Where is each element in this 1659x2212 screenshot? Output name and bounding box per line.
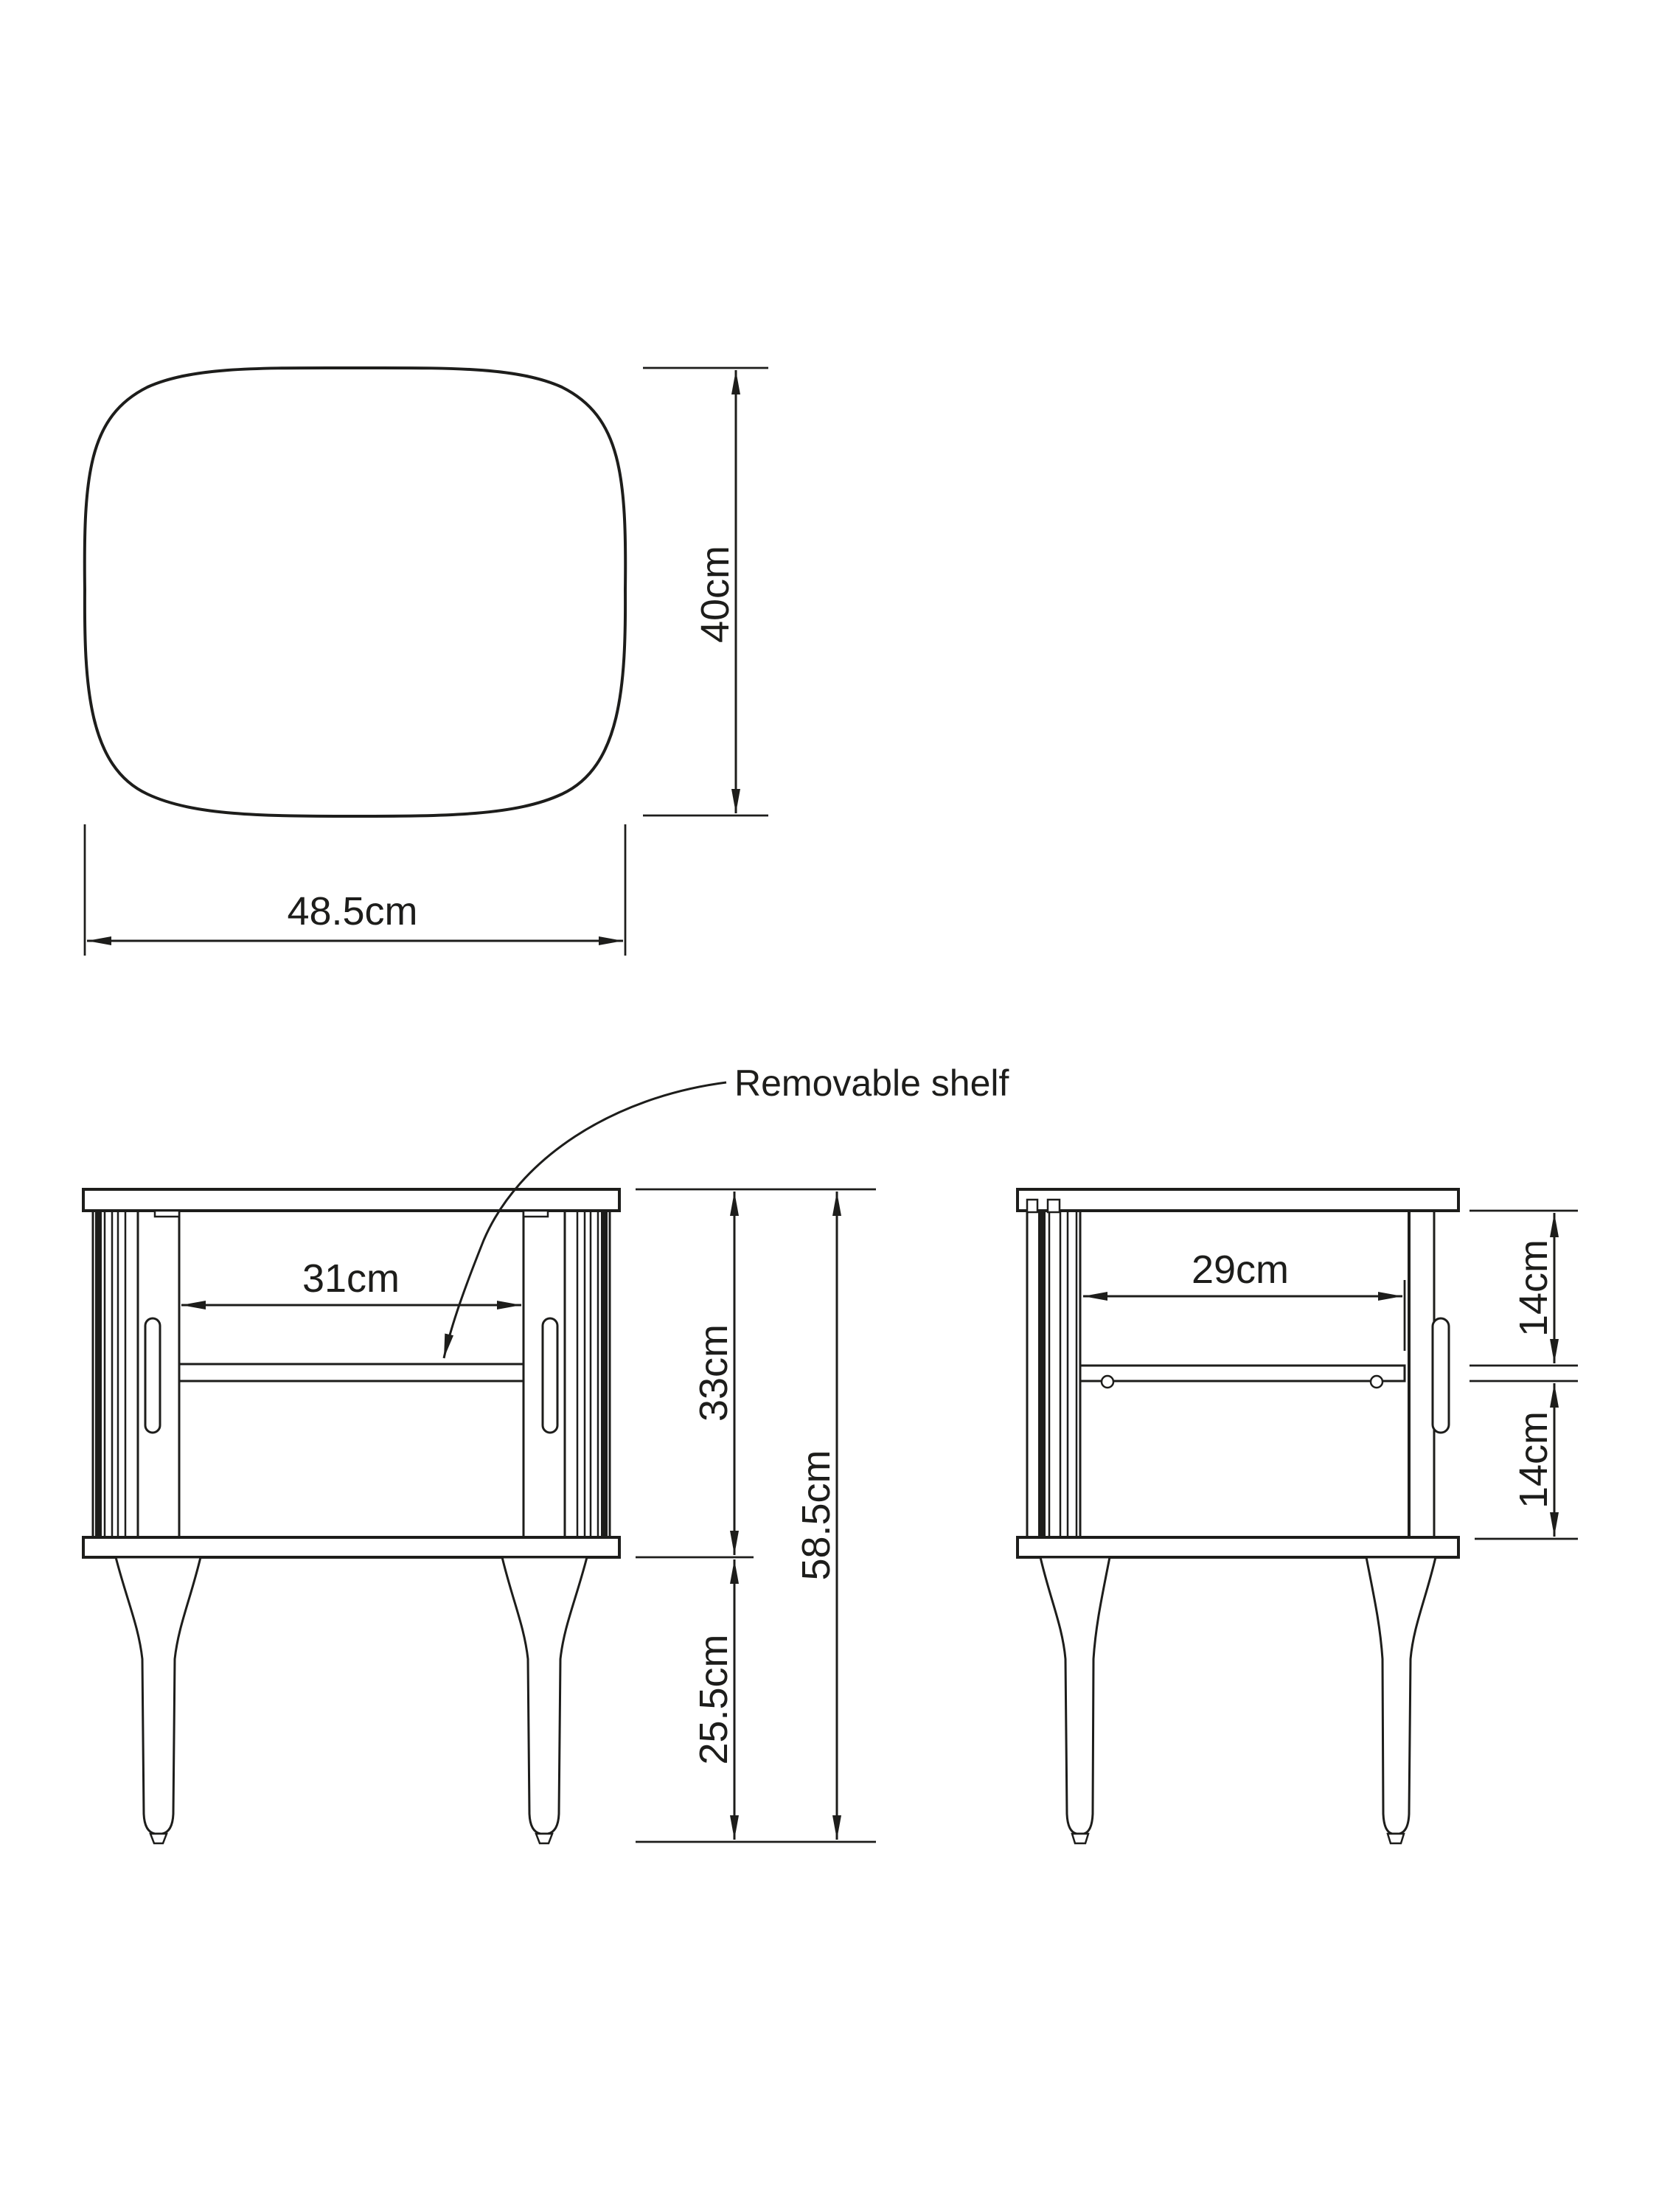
side-left-foot	[1072, 1834, 1088, 1843]
annotation-removable-shelf: Removable shelf	[734, 1062, 1009, 1104]
side-shelf	[1080, 1366, 1405, 1381]
side-door-handle	[1433, 1318, 1449, 1433]
shelf-pin-hole	[1102, 1376, 1113, 1388]
front-left-foot	[150, 1834, 167, 1843]
dimension-top-depth	[643, 368, 768, 815]
shelf-pin-hole	[1371, 1376, 1382, 1388]
label-box-height: 33cm	[692, 1324, 736, 1422]
door-top-guide	[1048, 1200, 1060, 1212]
side-left-leg	[1040, 1557, 1110, 1834]
side-bottom-slab	[1018, 1537, 1458, 1557]
dimension-side-opening	[1083, 1248, 1405, 1351]
dimension-shelf-spacing	[1470, 1211, 1578, 1539]
front-right-leg	[502, 1557, 587, 1834]
label-front-opening: 31cm	[302, 1256, 400, 1301]
dimension-top-width	[85, 824, 625, 956]
side-right-foot	[1388, 1834, 1404, 1843]
label-total-height: 58.5cm	[794, 1450, 838, 1581]
door-top-guide	[1027, 1200, 1037, 1212]
label-side-opening: 29cm	[1191, 1248, 1290, 1292]
dimension-front-heights	[636, 1189, 876, 1842]
label-below-shelf: 14cm	[1512, 1411, 1556, 1509]
door-guide-detail	[155, 1211, 179, 1217]
door-guide-detail	[524, 1211, 548, 1217]
side-top-slab	[1018, 1189, 1458, 1211]
door-handle	[145, 1318, 160, 1433]
front-top-slab	[83, 1189, 619, 1211]
label-top-depth: 40cm	[693, 545, 737, 644]
top-view	[85, 368, 626, 816]
front-right-foot	[536, 1834, 552, 1843]
tabletop-outline	[85, 368, 626, 816]
front-left-leg	[116, 1557, 201, 1834]
label-top-width: 48.5cm	[287, 889, 418, 933]
label-leg-height: 25.5cm	[692, 1634, 736, 1765]
front-bottom-slab	[83, 1537, 619, 1557]
side-door-edge	[1027, 1200, 1080, 1537]
dimension-front-opening	[181, 1256, 521, 1305]
label-above-shelf: 14cm	[1512, 1239, 1556, 1338]
side-right-leg	[1366, 1557, 1436, 1834]
removable-shelf	[179, 1364, 524, 1381]
door-handle	[543, 1318, 557, 1433]
